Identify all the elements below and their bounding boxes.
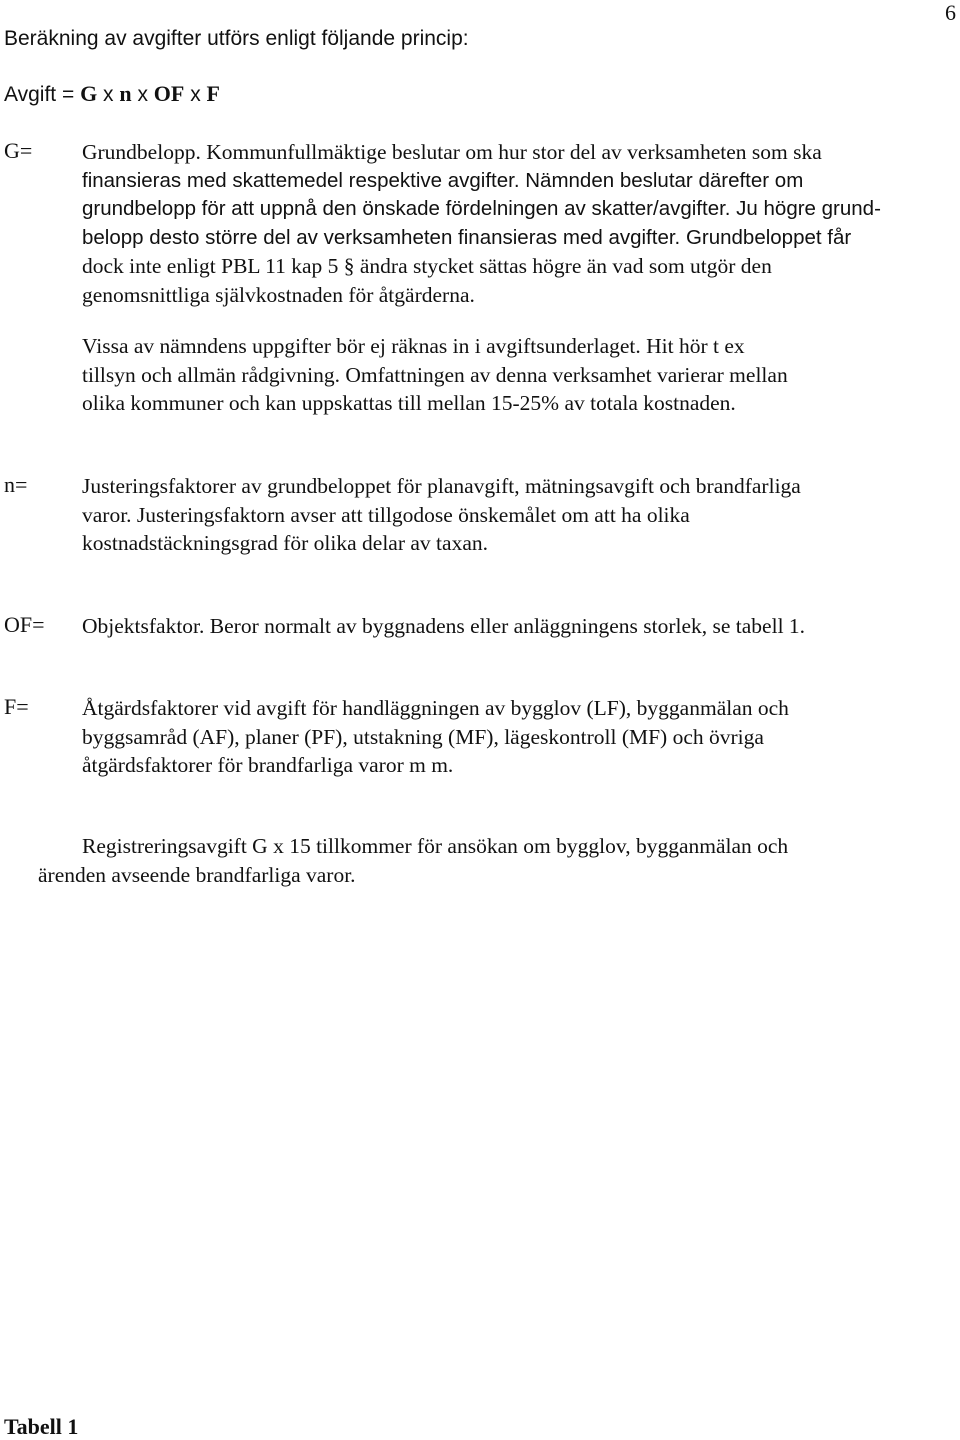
f-term-label: F= xyxy=(4,694,29,719)
page-number: 6 xyxy=(945,0,956,25)
n-definition-line: kostnadstäckningsgrad för olika delar av taxan. xyxy=(82,531,488,555)
g-definition-line: genomsnittliga självkostnaden för åtgärderna. xyxy=(82,282,475,307)
g-definition-line: Grundbelopp. Kommunfullmäktige beslutar om hur stor del av verksamheten som ska xyxy=(82,140,822,164)
of-definition-line: Objektsfaktor. Beror normalt av byggnadens eller anläggningens storlek, se tabell 1. xyxy=(82,614,806,638)
n-definition xyxy=(82,472,952,558)
intro-text: Beräkning av avgifter utförs enligt följande princip: xyxy=(4,27,469,50)
g-note-line: Vissa av nämndens uppgifter bör ej räknas in i avgiftsunderlaget. Hit hör t ex xyxy=(82,334,745,358)
registration-line: ärenden avseende brandfarliga varor. xyxy=(38,862,356,887)
n-definition-line: varor. Justeringsfaktorn avser att tillgodose önskemålet om att ha olika xyxy=(82,502,690,527)
f-definition xyxy=(82,694,952,780)
n-definition-line: Justeringsfaktorer av grundbeloppet för planavgift, mätningsavgift och brandfarliga xyxy=(82,474,801,498)
n-term-label: n= xyxy=(4,472,28,497)
g-note-line: olika kommuner och kan uppskattas till mellan 15-25% av totala kostnaden. xyxy=(82,391,736,415)
g-definition-line: finansieras med skattemedel respektive avgifter. Nämnden beslutar därefter om xyxy=(82,168,804,192)
g-term-label: G= xyxy=(4,138,33,163)
registration-fee-paragraph xyxy=(0,832,960,889)
fee-formula xyxy=(4,81,220,107)
formula-times-2: x xyxy=(131,83,154,106)
formula-times-1: x xyxy=(97,83,120,106)
formula-f: F xyxy=(206,81,220,106)
g-definition-line: belopp desto större del av verksamheten finansieras med avgifter. Grundbeloppet får xyxy=(82,225,852,249)
registration-line: Registreringsavgift G x 15 tillkommer för ansökan om bygglov, bygganmälan och xyxy=(82,834,789,858)
g-note-line: tillsyn och allmän rådgivning. Omfattningen av denna verksamhet varierar mellan xyxy=(82,362,788,387)
g-definition-line: dock inte enligt PBL 11 kap 5 § ändra stycket sättas högre än vad som utgör den xyxy=(82,254,772,278)
g-definition-line: grundbelopp för att uppnå den önskade fördelningen av skatter/avgifter. Ju högre grund- xyxy=(82,197,881,220)
of-term-label: OF= xyxy=(4,612,45,637)
f-definition-line: åtgärdsfaktorer för brandfarliga varor m m. xyxy=(82,753,454,777)
f-definition-line: byggsamråd (AF), planer (PF), utstakning (MF), lägeskontroll (MF) och övriga xyxy=(82,724,764,749)
formula-n: n xyxy=(119,81,132,106)
formula-prefix: Avgift = xyxy=(4,83,81,106)
formula-times-3: x xyxy=(184,83,207,106)
f-definition-line: Åtgärdsfaktorer vid avgift för handläggningen av bygglov (LF), bygganmälan och xyxy=(82,696,789,720)
g-note xyxy=(82,332,952,418)
formula-of: OF xyxy=(153,81,185,106)
g-definition xyxy=(82,138,952,309)
table-caption: Tabell 1 xyxy=(4,1414,79,1439)
of-definition xyxy=(82,612,952,641)
formula-g: G xyxy=(80,81,98,106)
